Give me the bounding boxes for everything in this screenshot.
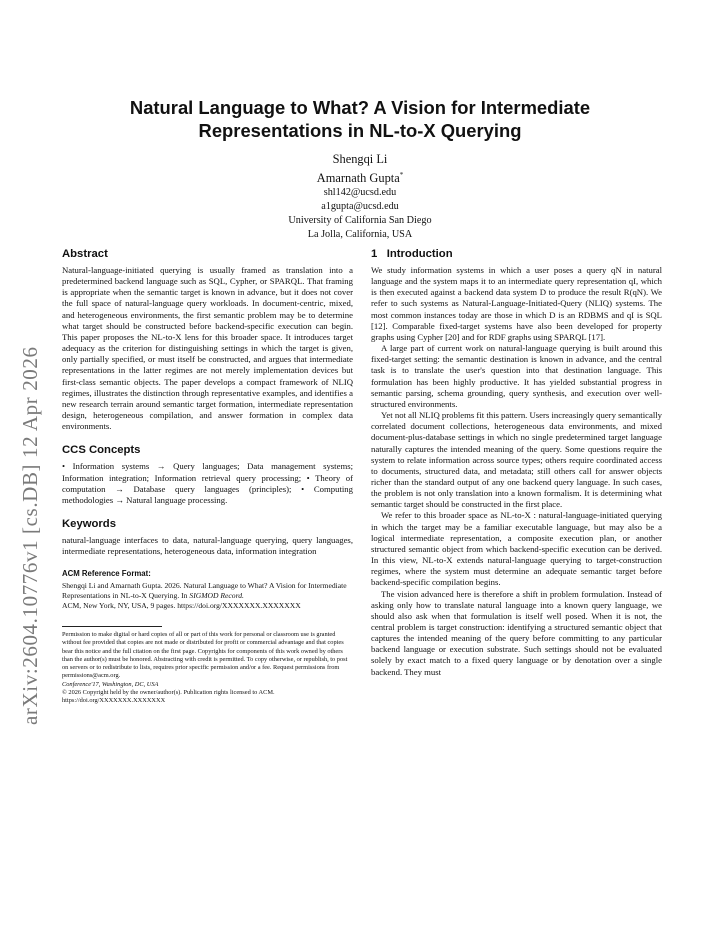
conference-line: Conference'17, Washington, DC, USA [62, 680, 159, 688]
permission-footnote: Permission to make digital or hard copies of all or part of this work for personal or classroom use is granted without fee provided that copies are not made or distributed for profit or commercial advantage and that copies bear this notice and the full citation on the first page. Copyrights for components of this work owned by others than the author(s) must be honored. Abstracting with credit is permitted. To copy otherwise, or republish, to post on servers or to redistribute to lists, requires prior specific permission and/or a fee. Request permissions from permissions@acm.org. [62, 631, 348, 680]
intro-paragraph-4: We refer to this broader space as NL-to-X : natural-language-initiated querying in which the target may be a familiar executable language, but may also be a logical intermediate representation, a composite execution plan, or another structured semantic object from which backend-specific execution can be derived. In this view, NL-to-X extends natural-language querying to target-construction regimes, where the system must determine an adequate semantic target before backend-specific compilation begins. [371, 510, 662, 588]
right-column [371, 247, 662, 678]
intro-paragraph-2: A large part of current work on natural-language querying is built around this fixed-target setting: the semantic destination is known in advance, and the central task is to translate the user's question into that destination language. This formulation has been highly productive. It has yielded substantial progress in semantic parsing, schema grounding, query synthesis, and execution over well-structured environments. [371, 343, 662, 409]
title-line-2: Representations in NL-to-X Querying [198, 120, 522, 141]
intro-paragraph-1: We study information systems in which a user poses a query qN in natural language and the system maps it to an intermediate query representation qI, which is then executed against a backend data system D to produce the result R(qN). We refer to such systems as Natural-Language-Initiated-Query (NLIQ) systems. The most common instances today are those in which D is an RDBMS and qI is SQL [12]. Comparable fixed-target systems have also been developed for property graphs using Cypher [20] and for RDF graphs using SPARQL [17]. [371, 265, 662, 342]
author-location: La Jolla, California, USA [307, 229, 413, 241]
keywords-body: natural-language interfaces to data, natural-language querying, query languages, intermediate representations, heterogeneous data, information integration [62, 534, 353, 557]
author-footnote-mark: * [399, 170, 404, 179]
author-email-2: a1gupta@ucsd.edu [321, 201, 399, 213]
author-email-1: shl142@ucsd.edu [323, 187, 397, 199]
paper-title [60, 96, 660, 142]
intro-paragraph-5: The vision advanced here is therefore a shift in problem formulation. Instead of asking only how to translate natural language into a known query language, we should also ask when that formulation is itself well posed. When it is not, the central problem is target construction: identifying a structured semantic object that captures the intended meaning of the query before committing to any particular backend language or execution substrate. Such settings should not be evaluated solely by exact match to a fixed query language or by denotation over a single backend. They must [371, 588, 662, 677]
doi-link[interactable]: https://doi.org/XXXXXXX.XXXXXXX [62, 696, 166, 704]
ccs-heading: CCS Concepts [62, 444, 141, 457]
abstract-heading: Abstract [62, 248, 108, 260]
intro-heading: 1 Introduction [371, 248, 453, 260]
acm-reference-text: Shengqi Li and Amarnath Gupta. 2026. Natural Language to What? A Vision for Intermediate Representations in NL-to-X Querying. In SIGMOD Record. ACM, New York, NY, USA, 9 pages. https://doi.org/XXXXXXX.XXXXXXX [62, 581, 347, 611]
abstract-body: Natural-language-initiated querying is usually framed as translation into a predetermined backend language such as SQL, Cypher, or SPARQL. That framing is appropriate when the semantic target is known in advance, but it does not cover the full space of natural-language query workloads. In document-centric, mixed, and heterogeneous environments, the first semantic problem may be to determine what target should be constructed before backend-specific execution can begin. This paper proposes the NL-to-X lens for this broader space. It introduces target adequacy as the criterion for distinguishing settings in which the target is given, only partially specified, or must itself be constructed, and argues that intermediate representations in the latter regimes are not merely implementation devices but first-class semantic objects. The paper develops a compact framework of NLIQ regimes, illustrates the distinction through representative examples, and identifies a new research terrain around semantic target formation, intermediate representation design, heterogeneous compilation, and answer formation in complex data environments. [62, 265, 353, 432]
left-column [62, 247, 353, 705]
keywords-heading: Keywords [62, 517, 116, 530]
author-block [60, 152, 660, 242]
ccs-body: • Information systems → Query languages; Data management systems; Information integration; Information retrieval query processing; • Theory of computation → Database query languages (principles); • Computing methodologies → Natural language processing. [62, 461, 353, 505]
acm-reference-heading: ACM Reference Format: [62, 569, 151, 579]
arxiv-stamp: arXiv:2604.10776v1 [cs.DB] 12 Apr 2026 [18, 346, 42, 725]
footnote-rule [62, 626, 162, 627]
author-name-1: Shengqi Li [332, 152, 388, 166]
title-line-1: Natural Language to What? A Vision for Intermediate [129, 97, 591, 118]
author-name-2: Amarnath Gupta* [316, 170, 404, 185]
intro-paragraph-3: Yet not all NLIQ problems fit this pattern. Users increasingly query semantically correlated document collections, heterogeneous data environments, and mixed document-plus-database settings in which no single predetermined target language naturally captures the intended meaning of the query. Some questions require the system to relate information across source types; others require coordinated access to documents, structured data, and metadata; still others call for answer objects richer than the standard output of any one backend query language. In such cases, the problem is not only translation into a known formalism. It is determining what semantic target should be constructed in the first place. [371, 410, 662, 510]
copyright-line: © 2026 Copyright held by the owner/author(s). Publication rights licensed to ACM. [62, 688, 275, 696]
author-affiliation: University of California San Diego [288, 215, 432, 227]
